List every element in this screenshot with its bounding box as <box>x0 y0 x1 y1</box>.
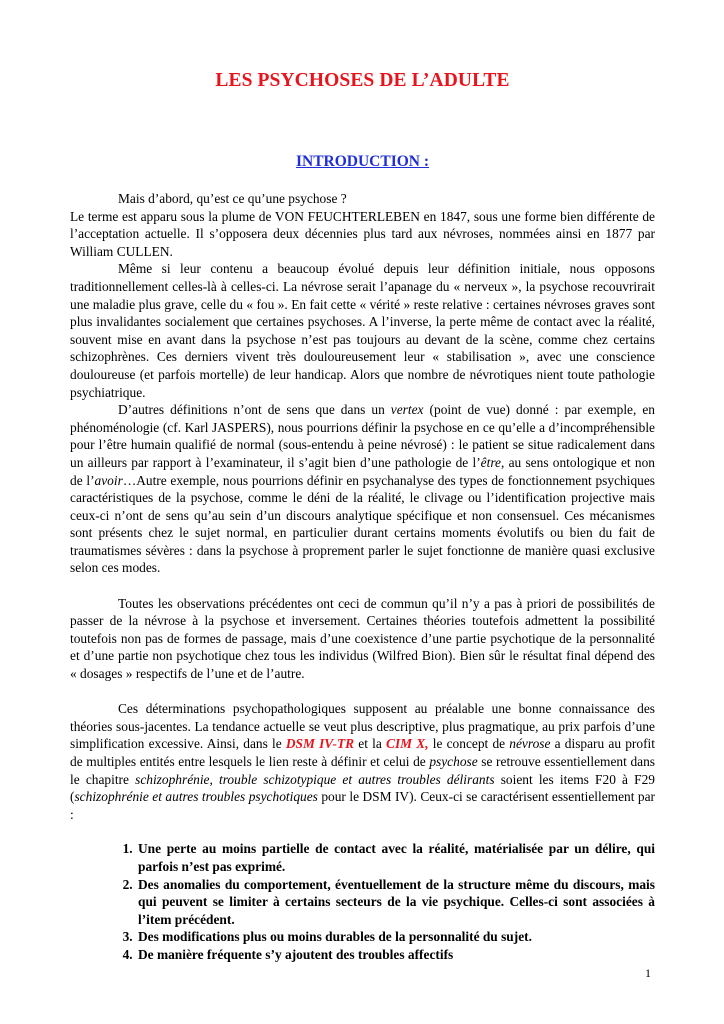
text-run: D’autres définitions n’ont de sens que dans un <box>118 402 391 418</box>
text-run-italic: schizophrénie et autres troubles psychotiques <box>74 789 318 805</box>
text-run-italic: névrose <box>509 736 551 752</box>
text-run-italic: schizophrénie, trouble schizotypique et autres troubles délirants <box>135 771 495 787</box>
dsm-highlight: DSM IV-TR <box>285 736 355 752</box>
text-run: a disparu au profit de multiples entités entre lesquels le lien reste à définir et celui de <box>70 736 655 769</box>
criteria-item: 2. Des anomalies du comportement, éventuellement de la structure même du discours, mais qui peuvent se limiter à certains secteurs de la vie psychique. Celles-ci sont associées à l’item précédent. <box>136 876 655 929</box>
text-run-italic: avoir <box>94 472 123 488</box>
paragraph-classifications <box>70 700 655 823</box>
section-heading <box>70 153 655 171</box>
paragraph-observations: Toutes les observations précédentes ont ceci de commun qu’il n’y a pas à priori de possibilités de passer de la névrose à la psychose et inversement. Certaines théories toutefois admettent la possibilité toutefois non pas de formes de passage, mais d’une coexistence d’une partie psychotique de la personnalité et d’une partie non psychotique chez tous les individus (Wilfred Bion). Bien sûr le résultat final dépend des « dosages » respectifs de l’une et de l’autre. <box>70 595 655 682</box>
page-number: 1 <box>645 966 651 980</box>
criteria-list <box>70 840 655 963</box>
text-run: , au sens ontologique et non de l’ <box>70 454 655 488</box>
text-run: le concept de <box>428 736 510 752</box>
paragraph-definitions <box>70 401 655 577</box>
paragraph-history: Le terme est apparu sous la plume de VON FEUCHTERLEBEN en 1847, sous une forme bien différente de l’acceptation actuelle. Il s’opposera deux décennies plus tard aux névroses, nommées ainsi en 1877 par William CULLEN. <box>70 208 655 259</box>
text-run: soient les items F20 à F29 ( <box>70 771 655 805</box>
cim-highlight: CIM X, <box>386 736 429 752</box>
paragraph-opposition: Même si leur contenu a beaucoup évolué depuis leur définition initiale, nous opposons traditionnellement celles-là à celles-ci. La névrose serait l’apanage du « nerveux », la psychose recouvrirait une maladie plus grave, celle du « fou ». En fait cette « vérité » reste relative : certaines névroses graves sont plus invalidantes socialement que certaines psychoses. A l’inverse, la perte même de contact avec la réalité, souvent mise en avant dans la psychose n’est pas toujours au devant de la scène, comme chez certains schizophrènes. Ces derniers vivent très douloureusement leur « stabilisation », avec une conscience douloureuse (et parfois mortelle) de leur handicap. Alors que nombre de névrotiques nient toute pathologie psychiatrique. <box>70 261 655 400</box>
paragraph-question: Mais d’abord, qu’est ce qu’une psychose ? <box>118 191 347 206</box>
text-run: se retrouve essentiellement dans le chapitre <box>70 754 655 787</box>
text-run: …Autre exemple, nous pourrions définir en psychanalyse des types de fonctionnement psychiques caractéristiques de la psychose, comme le déni de la réalité, le clivage ou l’identification projective mais ceux-ci n’ont de sens qu’au sein d’un discours analytique spécifique et non consensuel. Ces mécanismes sont présents chez le sujet normal, en particulier durant certains moments évolutifs ou bien du fait de traumatismes sévères : dans la psychose à proprement parler le sujet fonctionne de manière quasi exclusive selon ces modes. <box>70 472 655 576</box>
criteria-item: 4. De manière fréquente s’y ajoutent des troubles affectifs <box>136 946 655 964</box>
criteria-item: 3. Des modifications plus ou moins durables de la personnalité du sujet. <box>136 928 655 946</box>
criteria-item: 1. Une perte au moins partielle de contact avec la réalité, matérialisée par un délire, qui parfois n’est pas exprimé. <box>136 840 655 875</box>
text-run: (point de vue) donné : par exemple, en phénoménologie (cf. Karl JASPERS), nous pourrions définir la psychose en ce qu’elle a d’incompréhensible pour l’être humain qualifié de normal (sous-entendu à peine névrosé) : le patient se situe radicalement dans un ailleurs par rapport à l’examinateur, il s’agit bien d’une pathologie de l’ <box>70 402 655 470</box>
text-run: Ces déterminations psychopathologiques supposent au préalable une bonne connaissance des théories sous-jacentes. La tendance actuelle se veut plus descriptive, plus pragmatique, au prix parfois d’une simplification excessive. Ainsi, dans le <box>70 701 655 752</box>
text-run: pour le DSM IV). Ceux-ci se caractérisent essentiellement par : <box>70 789 655 822</box>
text-run-italic: psychose <box>429 754 478 769</box>
text-run-italic: être <box>480 454 501 470</box>
document-title: LES PSYCHOSES DE L’ADULTE <box>215 70 510 91</box>
text-run: et la <box>354 736 387 752</box>
body-text <box>70 190 655 964</box>
section-heading-text: INTRODUCTION : <box>295 153 430 170</box>
text-run-italic: vertex <box>390 402 424 418</box>
